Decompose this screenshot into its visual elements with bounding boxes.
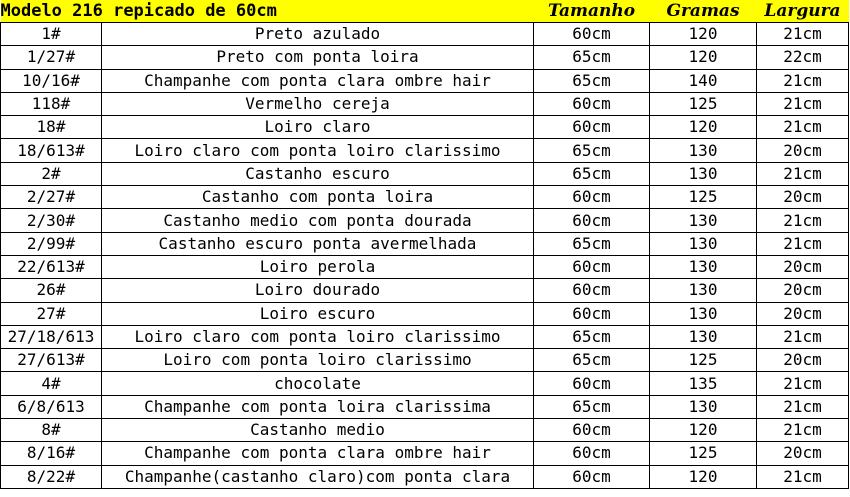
table-row [1,442,849,465]
table-row [1,162,849,185]
table-row [1,419,849,442]
table-row [1,186,849,209]
size-cell: 65cm [534,325,650,348]
size-cell: 60cm [534,209,650,232]
width-cell: 21cm [757,419,849,442]
table-row [1,46,849,69]
color-code-cell: 2/30# [1,209,102,232]
sheet-title: Modelo 216 repicado de 60cm [1,0,534,23]
color-code-cell: 18/613# [1,139,102,162]
column-header-tamanho: Tamanho [534,0,650,23]
size-cell: 60cm [534,116,650,139]
color-name-cell: Loiro com ponta loiro clarissimo [102,349,534,372]
table-row [1,325,849,348]
grams-cell: 130 [650,139,757,162]
size-cell: 60cm [534,186,650,209]
grams-cell: 120 [650,419,757,442]
color-name-cell: Loiro escuro [102,302,534,325]
color-code-cell: 22/613# [1,255,102,278]
column-header-gramas: Gramas [650,0,757,23]
color-code-cell: 8# [1,419,102,442]
color-name-cell: Vermelho cereja [102,92,534,115]
color-name-cell: Champanhe com ponta clara ombre hair [102,69,534,92]
grams-cell: 120 [650,46,757,69]
color-name-cell: Preto com ponta loira [102,46,534,69]
size-cell: 60cm [534,92,650,115]
color-code-cell: 2# [1,162,102,185]
size-cell: 60cm [534,23,650,46]
width-cell: 20cm [757,349,849,372]
size-cell: 60cm [534,442,650,465]
width-cell: 20cm [757,186,849,209]
color-code-cell: 27# [1,302,102,325]
width-cell: 21cm [757,465,849,488]
size-cell: 65cm [534,69,650,92]
grams-cell: 125 [650,442,757,465]
size-cell: 65cm [534,232,650,255]
width-cell: 21cm [757,162,849,185]
width-cell: 21cm [757,209,849,232]
width-cell: 20cm [757,279,849,302]
color-name-cell: Castanho escuro [102,162,534,185]
size-cell: 60cm [534,419,650,442]
table-row [1,349,849,372]
color-code-cell: 8/16# [1,442,102,465]
width-cell: 21cm [757,23,849,46]
color-code-cell: 1# [1,23,102,46]
size-cell: 60cm [534,255,650,278]
color-name-cell: Preto azulado [102,23,534,46]
size-cell: 60cm [534,372,650,395]
size-cell: 65cm [534,139,650,162]
grams-cell: 130 [650,209,757,232]
color-code-cell: 26# [1,279,102,302]
table-row [1,69,849,92]
color-name-cell: Castanho medio com ponta dourada [102,209,534,232]
color-name-cell: Champanhe com ponta loira clarissima [102,395,534,418]
width-cell: 20cm [757,442,849,465]
table-row [1,302,849,325]
size-cell: 65cm [534,162,650,185]
table-row [1,139,849,162]
grams-cell: 140 [650,69,757,92]
color-code-cell: 27/613# [1,349,102,372]
width-cell: 21cm [757,395,849,418]
width-cell: 21cm [757,92,849,115]
table-row [1,209,849,232]
grams-cell: 130 [650,255,757,278]
width-cell: 21cm [757,69,849,92]
grams-cell: 130 [650,302,757,325]
size-cell: 65cm [534,46,650,69]
color-name-cell: Loiro dourado [102,279,534,302]
color-name-cell: Champanhe(castanho claro)com ponta clara [102,465,534,488]
grams-cell: 120 [650,23,757,46]
width-cell: 22cm [757,46,849,69]
table-row [1,116,849,139]
color-code-cell: 118# [1,92,102,115]
grams-cell: 130 [650,162,757,185]
grams-cell: 120 [650,116,757,139]
color-name-cell: Castanho escuro ponta avermelhada [102,232,534,255]
color-name-cell: Loiro perola [102,255,534,278]
color-code-cell: 18# [1,116,102,139]
color-code-cell: 2/27# [1,186,102,209]
grams-cell: 130 [650,395,757,418]
grams-cell: 125 [650,186,757,209]
color-name-cell: Castanho com ponta loira [102,186,534,209]
grams-cell: 125 [650,92,757,115]
table-row [1,279,849,302]
grams-cell: 130 [650,325,757,348]
color-name-cell: Castanho medio [102,419,534,442]
grams-cell: 130 [650,279,757,302]
table-row [1,395,849,418]
color-code-cell: 4# [1,372,102,395]
color-name-cell: Loiro claro com ponta loiro clarissimo [102,139,534,162]
width-cell: 21cm [757,325,849,348]
column-header-largura: Largura [757,0,849,23]
grams-cell: 135 [650,372,757,395]
color-code-cell: 10/16# [1,69,102,92]
table-row [1,92,849,115]
size-cell: 65cm [534,349,650,372]
color-code-cell: 1/27# [1,46,102,69]
table-row [1,232,849,255]
size-cell: 60cm [534,302,650,325]
width-cell: 21cm [757,232,849,255]
header-row [1,0,849,23]
table-row [1,372,849,395]
color-code-cell: 2/99# [1,232,102,255]
grams-cell: 120 [650,465,757,488]
width-cell: 20cm [757,302,849,325]
table-row [1,255,849,278]
color-code-cell: 27/18/613 [1,325,102,348]
color-name-cell: Loiro claro com ponta loiro clarissimo [102,325,534,348]
size-cell: 60cm [534,465,650,488]
grams-cell: 130 [650,232,757,255]
width-cell: 21cm [757,372,849,395]
grams-cell: 125 [650,349,757,372]
width-cell: 20cm [757,255,849,278]
color-name-cell: chocolate [102,372,534,395]
color-name-cell: Loiro claro [102,116,534,139]
width-cell: 20cm [757,139,849,162]
color-name-cell: Champanhe com ponta clara ombre hair [102,442,534,465]
color-code-cell: 6/8/613 [1,395,102,418]
size-cell: 65cm [534,395,650,418]
size-cell: 60cm [534,279,650,302]
table-row [1,23,849,46]
width-cell: 21cm [757,116,849,139]
table-row [1,465,849,488]
color-code-cell: 8/22# [1,465,102,488]
